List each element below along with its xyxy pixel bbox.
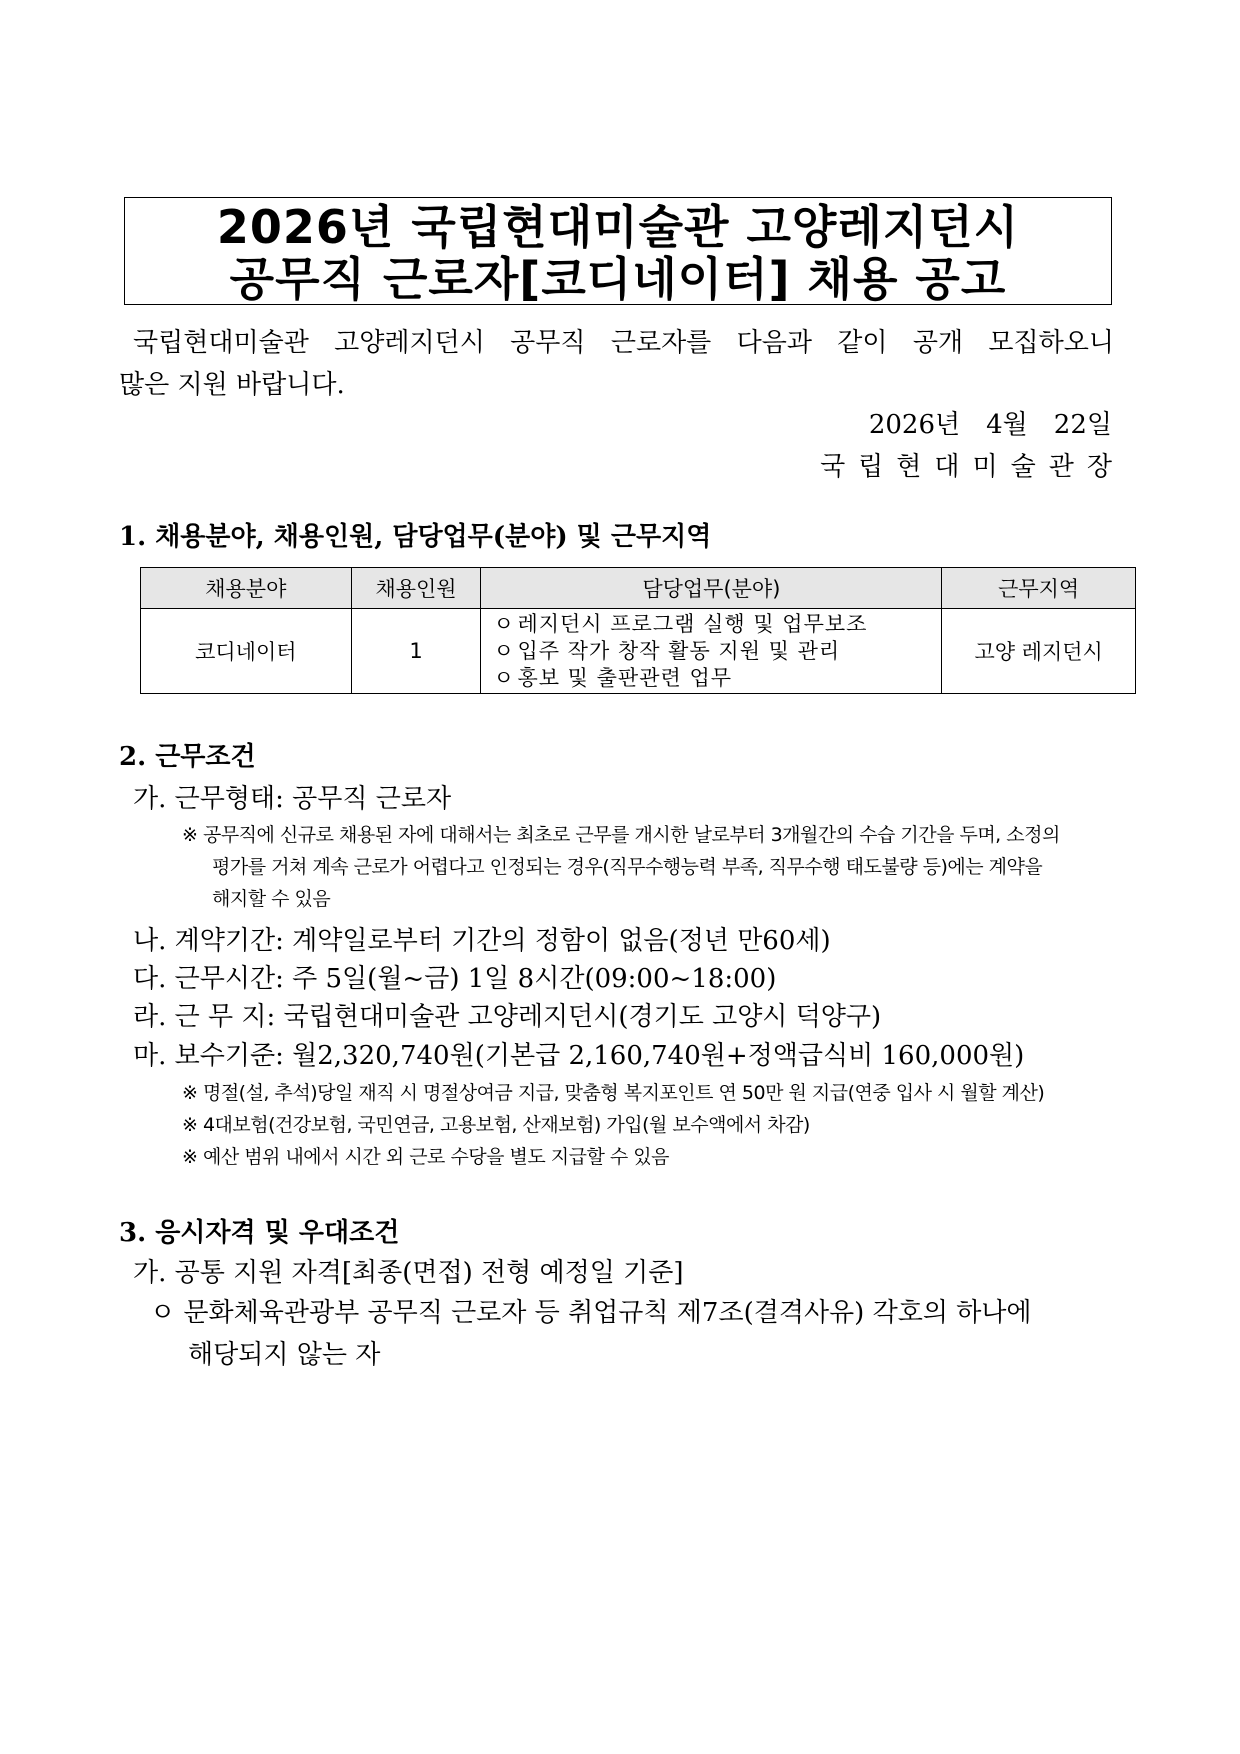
date-year: 2026년	[868, 410, 961, 440]
recruitment-table	[140, 567, 1136, 694]
bullet-icon: ㅇ	[493, 638, 515, 663]
work-hours: 다. 근무시간: 주 5일(월~금) 1일 8시간(09:00~18:00)	[133, 964, 777, 994]
qualification-line-1: ㅇ 문화체육관광부 공무직 근로자 등 취업규칙 제7조(결격사유) 각호의 하나에	[150, 1298, 1032, 1328]
intro-paragraph	[119, 322, 1114, 406]
cell-duties	[481, 609, 942, 694]
date-day: 22일	[1053, 410, 1112, 440]
cell-location: 고양 레지던시	[942, 609, 1136, 694]
qualification-line-2: 해당되지 않는 자	[188, 1340, 381, 1370]
signer: 국립현대미술관장	[820, 452, 1125, 482]
salary-note: ※ 4대보험(건강보험, 국민연금, 고용보험, 산재보험) 가입(월 보수액에서 차감)	[182, 1114, 810, 1136]
header-field: 채용분야	[141, 568, 352, 609]
title-line-2: 공무직 근로자[코디네이터] 채용 공고	[229, 252, 1007, 306]
table-row	[141, 609, 1136, 694]
header-location: 근무지역	[942, 568, 1136, 609]
table-header-row	[141, 568, 1136, 609]
duty-item: ㅇ 레지던시 프로그램 실행 및 업무보조	[493, 611, 868, 636]
duty-item: ㅇ 입주 작가 창작 활동 지원 및 관리	[493, 638, 841, 663]
section-1-heading: 1. 채용분야, 채용인원, 담당업무(분야) 및 근무지역	[119, 522, 712, 552]
bullet-icon: ㅇ	[493, 611, 515, 636]
header-count: 채용인원	[351, 568, 481, 609]
title-box	[124, 197, 1112, 305]
cell-count: 1	[351, 609, 481, 694]
work-location: 라. 근 무 지: 국립현대미술관 고양레지던시(경기도 고양시 덕양구)	[133, 1002, 882, 1032]
date-month: 4월	[986, 410, 1028, 440]
probation-note-line-2: 평가를 거쳐 계속 근로가 어렵다고 인정되는 경우(직무수행능력 부족, 직무수행 태도불량 등)에는 계약을	[212, 856, 1043, 878]
cell-field: 코디네이터	[141, 609, 352, 694]
salary-note: ※ 명절(설, 추석)당일 재직 시 명절상여금 지급, 맞춤형 복지포인트 연 50만 원 지급(연중 입사 시 월할 계산)	[182, 1082, 1045, 1104]
common-qualification: 가. 공통 지원 자격[최종(면접) 전형 예정일 기준]	[133, 1258, 684, 1288]
title-line-1: 2026년 국립현대미술관 고양레지던시	[216, 200, 1020, 254]
salary: 마. 보수기준: 월2,320,740원(기본급 2,160,740원+정액급식비 160,000원)	[133, 1041, 1025, 1071]
announcement-date	[869, 404, 1112, 441]
intro-line-1: 국립현대미술관 고양레지던시 공무직 근로자를 다음과 같이 공개 모집하오니	[133, 328, 1114, 358]
contract-period: 나. 계약기간: 계약일로부터 기간의 정함이 없음(정년 만60세)	[133, 926, 831, 956]
duty-item: ㅇ 홍보 및 출판관련 업무	[493, 665, 733, 690]
salary-note: ※ 예산 범위 내에서 시간 외 근로 수당을 별도 지급할 수 있음	[182, 1146, 669, 1168]
probation-note-line-3: 해지할 수 있음	[212, 888, 331, 910]
section-3-heading: 3. 응시자격 및 우대조건	[119, 1218, 400, 1248]
intro-line-2: 많은 지원 바랍니다.	[119, 370, 345, 400]
header-duties: 담당업무(분야)	[481, 568, 942, 609]
section-2-heading: 2. 근무조건	[119, 742, 256, 772]
bullet-icon: ㅇ	[493, 665, 515, 690]
work-type: 가. 근무형태: 공무직 근로자	[133, 784, 452, 814]
probation-note-line-1: ※ 공무직에 신규로 채용된 자에 대해서는 최초로 근무를 개시한 날로부터 3개월간의 수습 기간을 두며, 소정의	[182, 824, 1060, 846]
